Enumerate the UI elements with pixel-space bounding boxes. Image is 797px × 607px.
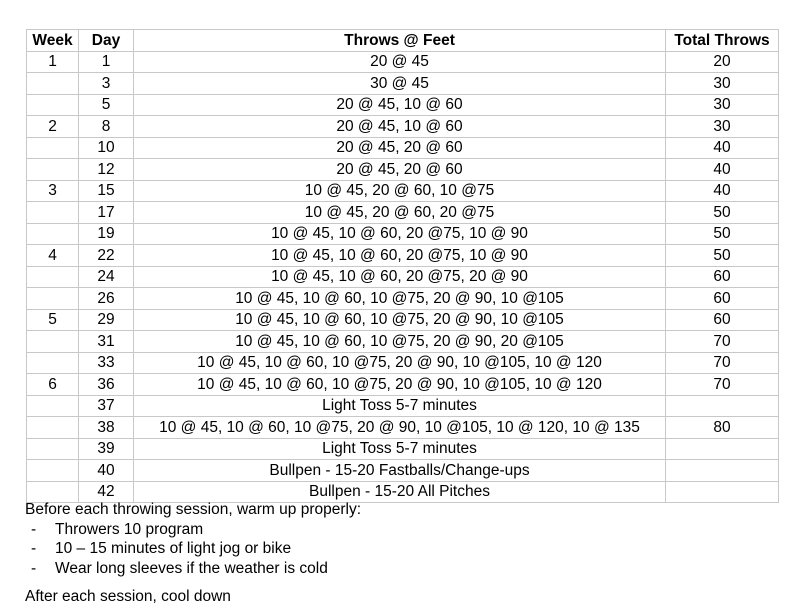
cell-throws: 10 @ 45, 10 @ 60, 20 @75, 10 @ 90 xyxy=(134,245,666,267)
cell-total: 80 xyxy=(666,417,779,439)
table-row xyxy=(27,73,779,95)
header-day: Day xyxy=(79,30,134,52)
cell-total: 40 xyxy=(666,137,779,159)
cell-throws: Light Toss 5-7 minutes xyxy=(134,395,666,417)
cell-total: 60 xyxy=(666,288,779,310)
cell-week xyxy=(27,395,79,417)
cell-week xyxy=(27,417,79,439)
cell-throws: 10 @ 45, 10 @ 60, 10 @75, 20 @ 90, 10 @105, 10 @ 120, 10 @ 135 xyxy=(134,417,666,439)
warmup-intro: Before each throwing session, warm up properly: xyxy=(25,501,361,518)
cell-week: 6 xyxy=(27,374,79,396)
warmup-notes xyxy=(25,500,785,607)
cell-throws: 10 @ 45, 10 @ 60, 10 @75, 20 @ 90, 10 @105 xyxy=(134,309,666,331)
cell-throws: 20 @ 45 xyxy=(134,51,666,73)
cell-day: 5 xyxy=(79,94,134,116)
cell-total: 70 xyxy=(666,331,779,353)
cell-week xyxy=(27,223,79,245)
cell-throws: 10 @ 45, 10 @ 60, 10 @75, 20 @ 90, 10 @105 xyxy=(134,288,666,310)
cell-total xyxy=(666,460,779,482)
cell-day: 8 xyxy=(79,116,134,138)
cell-throws: 10 @ 45, 10 @ 60, 10 @75, 20 @ 90, 10 @105, 10 @ 120 xyxy=(134,374,666,396)
cell-total: 50 xyxy=(666,223,779,245)
cell-throws: 20 @ 45, 10 @ 60 xyxy=(134,94,666,116)
cell-week: 4 xyxy=(27,245,79,267)
table-row xyxy=(27,137,779,159)
table-row xyxy=(27,180,779,202)
table-row xyxy=(27,288,779,310)
table-row xyxy=(27,352,779,374)
cell-throws: 20 @ 45, 20 @ 60 xyxy=(134,137,666,159)
header-total: Total Throws xyxy=(666,30,779,52)
cell-total xyxy=(666,438,779,460)
cell-total: 50 xyxy=(666,245,779,267)
list-item-text: Throwers 10 program xyxy=(55,520,204,538)
table-row xyxy=(27,395,779,417)
cell-week xyxy=(27,331,79,353)
cell-day: 17 xyxy=(79,202,134,224)
cell-throws: 30 @ 45 xyxy=(134,73,666,95)
cell-day: 1 xyxy=(79,51,134,73)
cell-day: 29 xyxy=(79,309,134,331)
table-row xyxy=(27,159,779,181)
cell-day: 40 xyxy=(79,460,134,482)
cell-day: 3 xyxy=(79,73,134,95)
cell-total: 20 xyxy=(666,51,779,73)
list-item-text: Wear long sleeves if the weather is cold xyxy=(55,559,328,577)
table-row xyxy=(27,94,779,116)
list-item xyxy=(25,520,785,540)
list-item-text: 10 – 15 minutes of light jog or bike xyxy=(55,540,292,557)
cell-day: 22 xyxy=(79,245,134,267)
cell-week xyxy=(27,137,79,159)
cell-week xyxy=(27,288,79,310)
cell-total: 60 xyxy=(666,309,779,331)
cell-day: 33 xyxy=(79,352,134,374)
table-header-row xyxy=(27,30,779,52)
cell-throws: 20 @ 45, 10 @ 60 xyxy=(134,116,666,138)
table-row xyxy=(27,331,779,353)
cell-throws: 10 @ 45, 10 @ 60, 20 @75, 20 @ 90 xyxy=(134,266,666,288)
cell-total: 60 xyxy=(666,266,779,288)
header-week: Week xyxy=(27,30,79,52)
cell-total: 40 xyxy=(666,180,779,202)
cell-total: 30 xyxy=(666,116,779,138)
list-item xyxy=(25,539,785,559)
cell-throws: 10 @ 45, 20 @ 60, 20 @75 xyxy=(134,202,666,224)
table-row xyxy=(27,202,779,224)
throwing-schedule-table xyxy=(26,29,779,503)
bullet-dash: - xyxy=(31,520,37,538)
list-item xyxy=(25,559,785,579)
table-row xyxy=(27,309,779,331)
cell-week xyxy=(27,73,79,95)
cell-day: 15 xyxy=(79,180,134,202)
cell-throws: 10 @ 45, 10 @ 60, 20 @75, 10 @ 90 xyxy=(134,223,666,245)
cooldown-heading: After each session, cool down xyxy=(25,588,231,605)
cell-total xyxy=(666,395,779,417)
cell-week xyxy=(27,159,79,181)
cell-week xyxy=(27,460,79,482)
cell-day: 24 xyxy=(79,266,134,288)
cell-total: 70 xyxy=(666,374,779,396)
cell-week xyxy=(27,438,79,460)
header-throws: Throws @ Feet xyxy=(134,30,666,52)
cell-total: 50 xyxy=(666,202,779,224)
cell-throws: 10 @ 45, 10 @ 60, 10 @75, 20 @ 90, 10 @105, 10 @ 120 xyxy=(134,352,666,374)
cell-week: 3 xyxy=(27,180,79,202)
cell-day: 19 xyxy=(79,223,134,245)
cell-total: 30 xyxy=(666,94,779,116)
cell-day: 10 xyxy=(79,137,134,159)
table-row xyxy=(27,51,779,73)
cell-day: 37 xyxy=(79,395,134,417)
table-row xyxy=(27,116,779,138)
table-row xyxy=(27,223,779,245)
cell-day: 12 xyxy=(79,159,134,181)
cell-throws: 20 @ 45, 20 @ 60 xyxy=(134,159,666,181)
table-row xyxy=(27,374,779,396)
table-row xyxy=(27,245,779,267)
bullet-dash: - xyxy=(31,559,37,577)
cell-week xyxy=(27,352,79,374)
cell-day: 39 xyxy=(79,438,134,460)
bullet-dash: - xyxy=(31,540,37,557)
cell-throws: Light Toss 5-7 minutes xyxy=(134,438,666,460)
cell-total: 30 xyxy=(666,73,779,95)
cell-week xyxy=(27,202,79,224)
cell-day: 36 xyxy=(79,374,134,396)
cell-week xyxy=(27,266,79,288)
cell-day: 42 xyxy=(79,481,134,503)
cell-day: 38 xyxy=(79,417,134,439)
cell-week: 5 xyxy=(27,309,79,331)
cell-day: 31 xyxy=(79,331,134,353)
cell-week: 2 xyxy=(27,116,79,138)
table-row xyxy=(27,438,779,460)
cell-throws: 10 @ 45, 10 @ 60, 10 @75, 20 @ 90, 20 @105 xyxy=(134,331,666,353)
table-row xyxy=(27,417,779,439)
table-row xyxy=(27,266,779,288)
cell-throws: 10 @ 45, 20 @ 60, 10 @75 xyxy=(134,180,666,202)
warmup-list xyxy=(25,520,785,579)
cell-throws: Bullpen - 15-20 All Pitches xyxy=(134,481,666,503)
cell-total: 70 xyxy=(666,352,779,374)
cell-week: 1 xyxy=(27,51,79,73)
cell-total: 40 xyxy=(666,159,779,181)
cell-day: 26 xyxy=(79,288,134,310)
cell-throws: Bullpen - 15-20 Fastballs/Change-ups xyxy=(134,460,666,482)
table-row xyxy=(27,460,779,482)
cell-week xyxy=(27,94,79,116)
